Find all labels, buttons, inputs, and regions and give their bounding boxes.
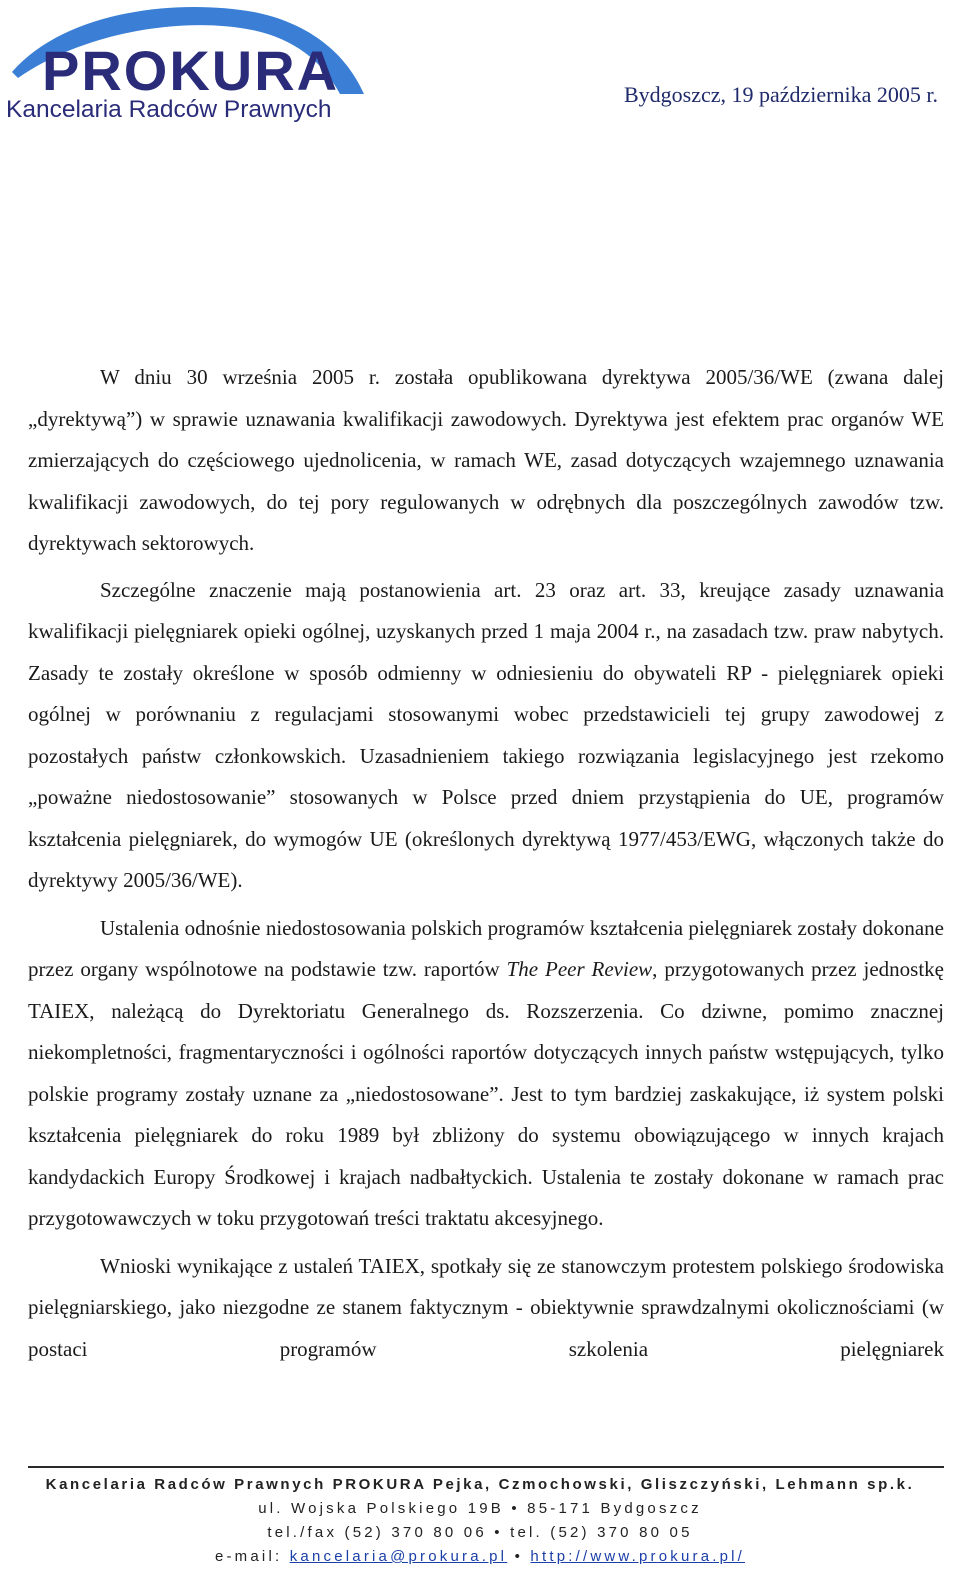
paragraph-4-text: Wnioski wynikające z ustaleń TAIEX, spotkały się ze stanowczym protestem polskiego środowiska pielęgniarskiego, jako niezgodne ze stanem faktycznym - obiektywnie sprawdzalnymi okolicznościami (w postaci programów szkolenia pielęgniarek bbox=[28, 1253, 944, 1361]
footer-separator: • bbox=[507, 1548, 531, 1565]
footer-email-label: e-mail: bbox=[214, 1548, 290, 1565]
footer-phones: tel./fax (52) 370 80 06 • tel. (52) 370 80 05 bbox=[267, 1524, 693, 1541]
logo-brand-text: PROKURA bbox=[42, 39, 340, 102]
paragraph-2-text: Szczególne znaczenie mają postanowienia art. 23 oraz art. 33, kreujące zasady uznawania kwalifikacji pielęgniarek opieki ogólnej, uzyskanych przed 1 maja 2004 r., na zasadach tzw. praw nabytych. Zasady te zostały określone w sposób odmienny w odniesieniu do obywateli RP - pielęgniarek opieki ogólnej w porównaniu z regulacjami stosowanymi wobec przedstawicieli tej grupy zawodowej z pozostałych państw członkowskich. Uzasadnieniem takiego rozwiązania legislacyjnego jest rzekomo „poważne niedostosowanie” stosowanych w Polsce przed dniem przystąpienia do UE, programów kształcenia pielęgniarek, do wymogów UE (określonych dyrektywą 1977/453/EWG, włączonych także do dyrektywy 2005/36/WE). bbox=[28, 577, 944, 892]
paragraph-1 bbox=[28, 357, 944, 565]
footer-company: Kancelaria Radców Prawnych PROKURA Pejka, Czmochowski, Gliszczyński, Lehmann sp.k. bbox=[45, 1476, 915, 1493]
logo-tagline-text: Kancelaria Radców Prawnych bbox=[6, 96, 332, 123]
peer-review-title: The Peer Review bbox=[506, 957, 653, 981]
kancelaria-logo bbox=[4, 4, 374, 126]
paragraph-2 bbox=[28, 570, 944, 902]
paragraph-1-text: W dniu 30 września 2005 r. została opublikowana dyrektywa 2005/36/WE (zwana dalej „dyrektywą”) w sprawie uznawania kwalifikacji zawodowych. Dyrektywa jest efektem prac organów WE zmierzających do częściowego ujednolicenia, w ramach WE, zasad dotyczących wzajemnego uznawania kwalifikacji zawodowych, do tej pory regulowanych w odrębnych dla poszczególnych zawodów tzw. dyrektywach sektorowych. bbox=[28, 365, 944, 555]
letter-body bbox=[28, 357, 944, 1370]
paragraph-4 bbox=[28, 1246, 944, 1371]
paragraph-3-text-a: Ustalenia odnośnie niedostosowania polskich programów kształcenia pielęgniarek zostały dokonane przez organy wspólnotowe na podstawie tzw. raportów bbox=[28, 915, 944, 981]
letter-date: Bydgoszcz, 19 października 2005 r. bbox=[623, 82, 938, 107]
prokura-logo-icon bbox=[4, 4, 374, 126]
footer-email-link[interactable]: kancelaria@prokura.pl bbox=[289, 1548, 508, 1565]
footer-contact bbox=[0, 1548, 960, 1565]
paragraph-3 bbox=[28, 908, 944, 1240]
footer-divider bbox=[28, 1466, 944, 1468]
footer-website-link[interactable]: http://www.prokura.pl/ bbox=[530, 1548, 746, 1565]
paragraph-3-text-b: , przygotowanych przez jednostkę TAIEX, należącą do Dyrektoriatu Generalnego ds. Rozszerzenia. Co dziwne, pomimo znacznej niekompletności, fragmentaryczności i ogólności raportów dotyczących innych państw wstępujących, tylko polskie programy zostały uznane za „niedostosowane”. Jest to tym bardziej zaskakujące, iż system polski kształcenia pielęgniarek do roku 1989 był zbliżony do systemu obowiązującego w innych krajach kandydackich Europy Środkowej i krajach nadbałtyckich. Ustalenia te zostały dokonane w ramach prac przygotowawczych w toku przygotowań treści traktatu akcesyjnego. bbox=[28, 957, 944, 1230]
footer-address: ul. Wojska Polskiego 19B • 85-171 Bydgoszcz bbox=[258, 1500, 702, 1517]
